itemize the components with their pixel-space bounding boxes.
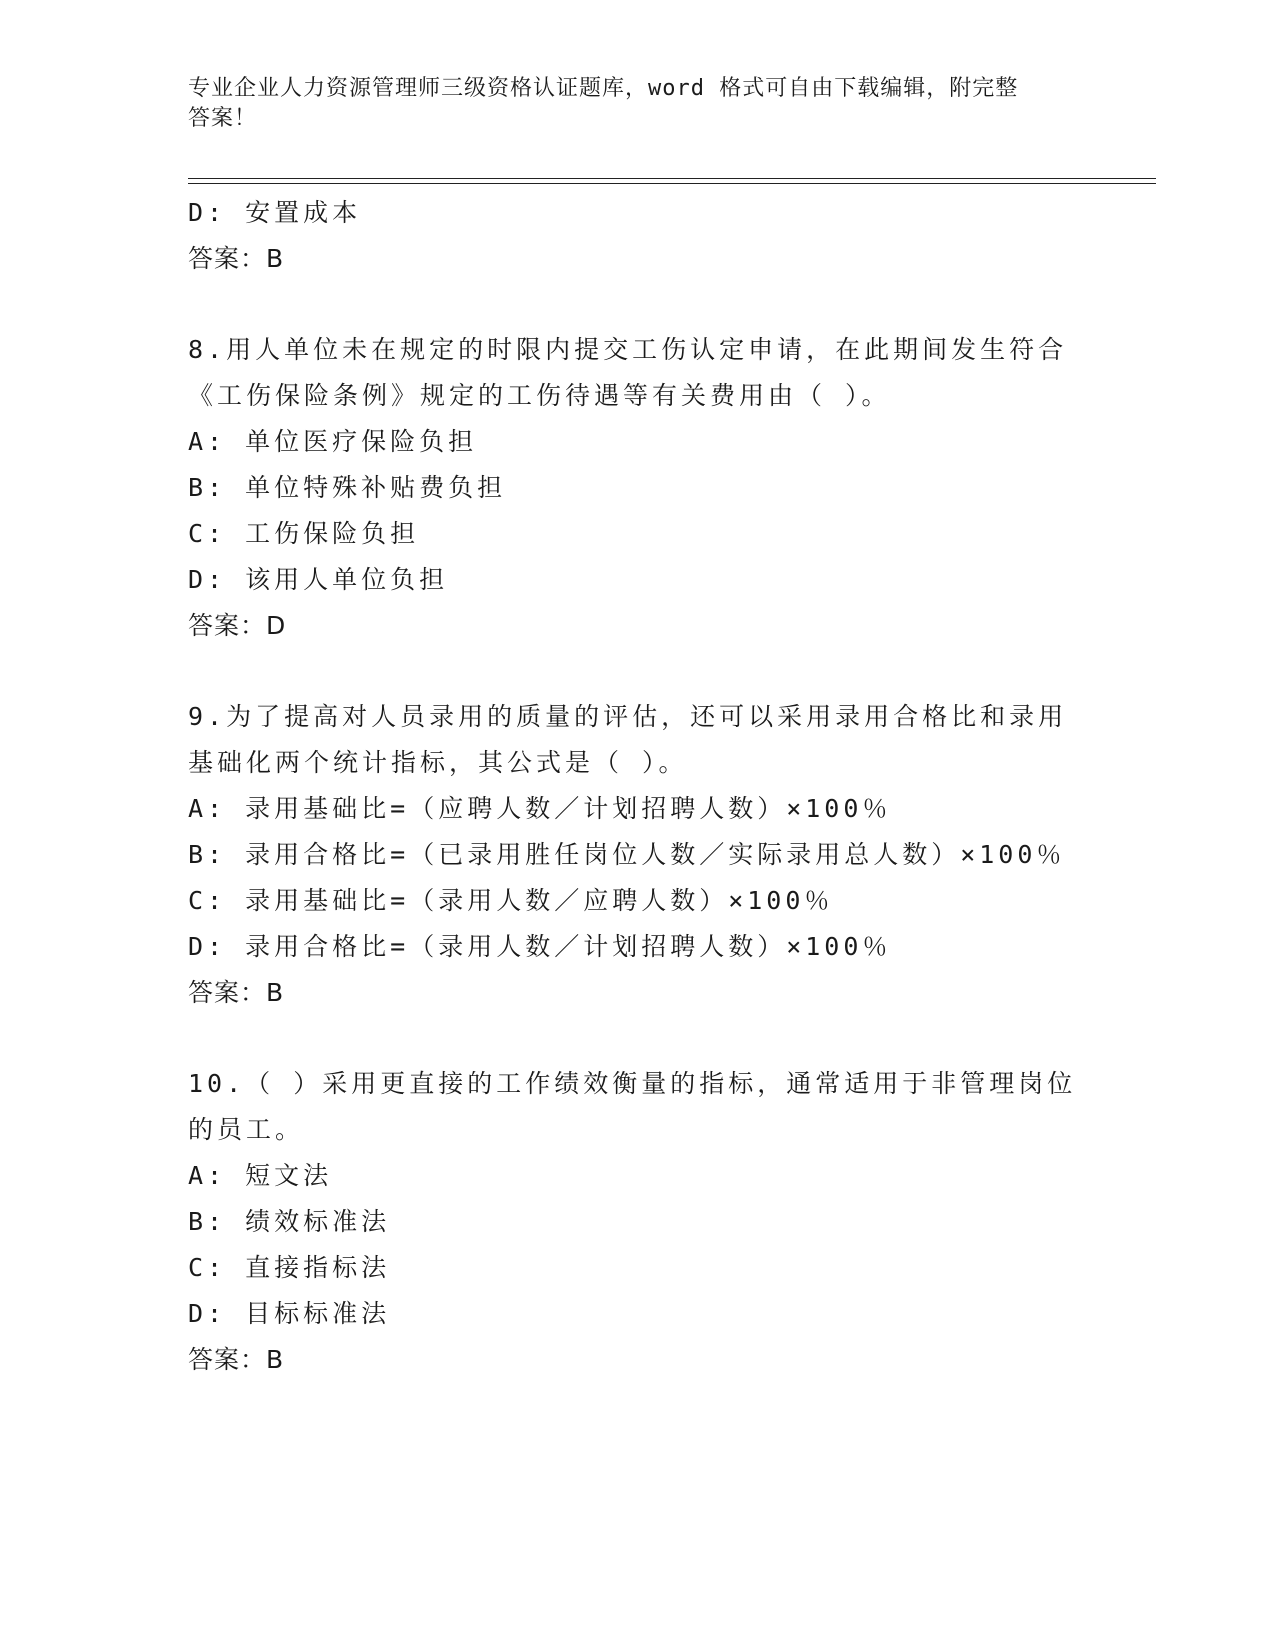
- question-stem: 9.为了提高对人员录用的质量的评估，还可以采用录用合格比和录用: [188, 702, 1068, 731]
- option-a: A: 单位医疗保险负担: [188, 427, 478, 456]
- option-d: D: 录用合格比=（录用人数／计划招聘人数）×100％: [188, 932, 892, 961]
- answer-line: 答案：D: [188, 611, 287, 640]
- option-a: A: 录用基础比=（应聘人数／计划招聘人数）×100％: [188, 794, 892, 823]
- question-stem: 10.（ ）采用更直接的工作绩效衡量的指标，通常适用于非管理岗位: [188, 1069, 1077, 1098]
- option-b: B: 绩效标准法: [188, 1207, 391, 1236]
- option-d: D: 安置成本: [188, 198, 362, 227]
- question-block-9: [188, 694, 1088, 1016]
- option-c: C: 录用基础比=（录用人数／应聘人数）×100％: [188, 886, 834, 915]
- header-line-1: 专业企业人力资源管理师三级资格认证题库，word 格式可自由下载编辑，附完整: [188, 76, 1019, 101]
- spacer: [188, 649, 1088, 694]
- spacer: [188, 1016, 1088, 1061]
- page-header: [188, 74, 1068, 134]
- option-d: D: 该用人单位负担: [188, 565, 449, 594]
- question-block-8: [188, 327, 1088, 649]
- question-stem: 8.用人单位未在规定的时限内提交工伤认定申请，在此期间发生符合: [188, 335, 1068, 364]
- spacer: [188, 282, 1088, 327]
- document-body: [188, 190, 1088, 1383]
- header-line-2: 答案！: [188, 106, 258, 131]
- option-b: B: 单位特殊补贴费负担: [188, 473, 507, 502]
- option-b: B: 录用合格比=（已录用胜任岗位人数／实际录用总人数）×100％: [188, 840, 1066, 869]
- question-stem: 基础化两个统计指标，其公式是（ ）。: [188, 748, 688, 777]
- answer-line: 答案：B: [188, 1345, 285, 1374]
- option-d: D: 目标标准法: [188, 1299, 391, 1328]
- option-c: C: 直接指标法: [188, 1253, 391, 1282]
- question-stem: 的员工。: [188, 1115, 305, 1144]
- answer-line: 答案：B: [188, 244, 285, 273]
- answer-line: 答案：B: [188, 978, 285, 1007]
- option-a: A: 短文法: [188, 1161, 333, 1190]
- question-stem: 《工伤保险条例》规定的工伤待遇等有关费用由（ ）。: [188, 381, 891, 410]
- header-divider: [188, 178, 1156, 184]
- option-c: C: 工伤保险负担: [188, 519, 420, 548]
- question-block-10: [188, 1061, 1088, 1383]
